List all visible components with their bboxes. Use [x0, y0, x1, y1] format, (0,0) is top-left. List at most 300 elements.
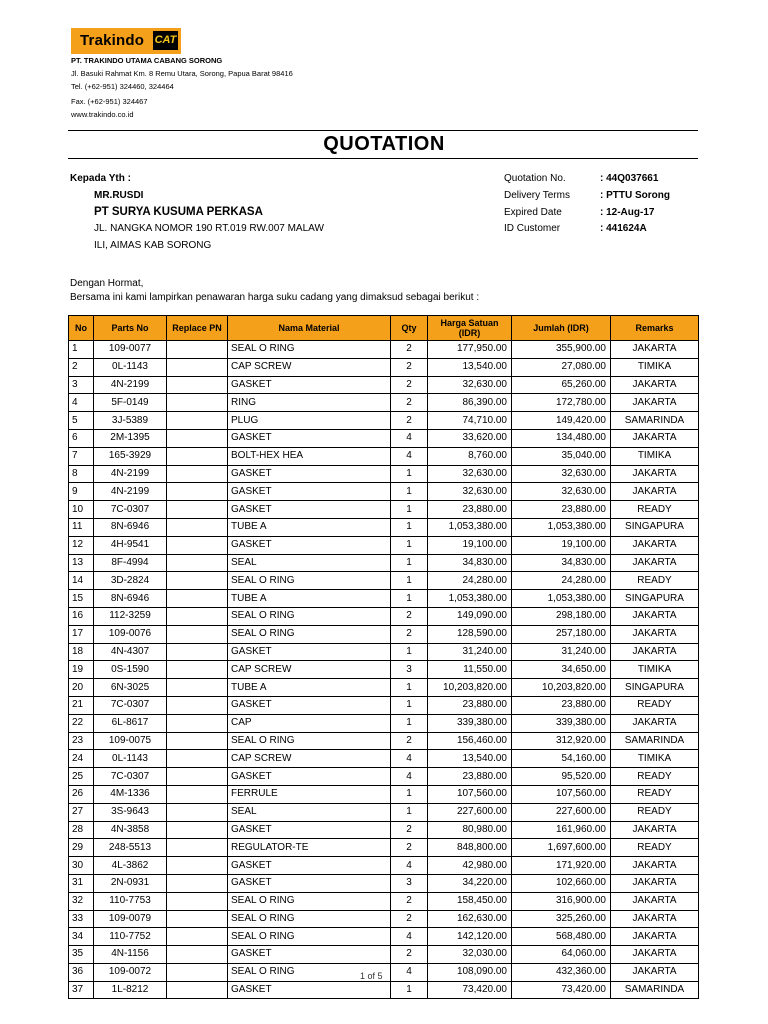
cat-logo-icon: CAT [153, 31, 178, 50]
cell-parts-no: 8F-4994 [94, 554, 167, 572]
cell-remarks: TIMIKA [611, 661, 699, 679]
table-row [69, 341, 699, 359]
cell-remarks: JAKARTA [611, 946, 699, 964]
cell-qty: 1 [391, 483, 428, 501]
cell-no: 28 [69, 821, 94, 839]
cell-parts-no: 248-5513 [94, 839, 167, 857]
header-divider-bottom [68, 158, 698, 159]
table-row [69, 661, 699, 679]
cell-qty: 1 [391, 785, 428, 803]
cell-replace-pn [167, 874, 228, 892]
cell-qty: 1 [391, 696, 428, 714]
cell-no: 26 [69, 785, 94, 803]
cell-material: BOLT-HEX HEA [228, 447, 391, 465]
cell-unit-price: 19,100.00 [428, 536, 512, 554]
table-row [69, 554, 699, 572]
cell-remarks: JAKARTA [611, 892, 699, 910]
cell-remarks: SAMARINDA [611, 981, 699, 999]
cell-remarks: JAKARTA [611, 536, 699, 554]
cell-material: SEAL O RING [228, 892, 391, 910]
table-body [69, 341, 699, 999]
cell-no: 22 [69, 714, 94, 732]
cell-replace-pn [167, 483, 228, 501]
cell-unit-price: 42,980.00 [428, 857, 512, 875]
cell-material: TUBE A [228, 590, 391, 608]
cell-material: TUBE A [228, 518, 391, 536]
cell-remarks: JAKARTA [611, 643, 699, 661]
cell-qty: 2 [391, 839, 428, 857]
cell-replace-pn [167, 714, 228, 732]
meta-value-quotation-no: : 44Q037661 [600, 173, 659, 184]
cell-parts-no: 4H-9541 [94, 536, 167, 554]
cell-material: TUBE A [228, 679, 391, 697]
cell-amount: 35,040.00 [512, 447, 611, 465]
cell-qty: 1 [391, 714, 428, 732]
cell-material: RING [228, 394, 391, 412]
table-row [69, 857, 699, 875]
cell-qty: 2 [391, 732, 428, 750]
cell-parts-no: 112-3259 [94, 607, 167, 625]
table-row [69, 785, 699, 803]
cell-remarks: JAKARTA [611, 429, 699, 447]
meta-label-quotation-no: Quotation No. [504, 173, 566, 184]
cell-remarks: JAKARTA [611, 821, 699, 839]
cell-replace-pn [167, 803, 228, 821]
cell-qty: 4 [391, 429, 428, 447]
cell-unit-price: 8,760.00 [428, 447, 512, 465]
cell-material: GASKET [228, 536, 391, 554]
table-row [69, 963, 699, 981]
cell-parts-no: 109-0077 [94, 341, 167, 359]
cell-replace-pn [167, 696, 228, 714]
cell-unit-price: 107,560.00 [428, 785, 512, 803]
meta-value-expired-date: : 12-Aug-17 [600, 207, 655, 218]
quotation-table [68, 315, 699, 999]
header-harga-satuan: Harga Satuan (IDR) [428, 316, 512, 341]
cell-remarks: TIMIKA [611, 447, 699, 465]
cell-amount: 27,080.00 [512, 358, 611, 376]
meta-label-expired-date: Expired Date [504, 207, 562, 218]
cell-unit-price: 339,380.00 [428, 714, 512, 732]
table-row [69, 447, 699, 465]
cell-unit-price: 24,280.00 [428, 572, 512, 590]
cell-unit-price: 162,630.00 [428, 910, 512, 928]
cell-parts-no: 4M-1336 [94, 785, 167, 803]
intro-text: Bersama ini kami lampirkan penawaran harga suku cadang yang dimaksud sebagai berikut : [70, 292, 480, 303]
cell-remarks: SINGAPURA [611, 518, 699, 536]
cell-no: 37 [69, 981, 94, 999]
cell-amount: 24,280.00 [512, 572, 611, 590]
cell-unit-price: 1,053,380.00 [428, 518, 512, 536]
cell-no: 9 [69, 483, 94, 501]
header-parts-no: Parts No [94, 316, 167, 341]
cell-replace-pn [167, 429, 228, 447]
cell-amount: 10,203,820.00 [512, 679, 611, 697]
cell-parts-no: 109-0076 [94, 625, 167, 643]
cell-parts-no: 4L-3862 [94, 857, 167, 875]
cell-unit-price: 23,880.00 [428, 768, 512, 786]
cell-no: 17 [69, 625, 94, 643]
cell-unit-price: 156,460.00 [428, 732, 512, 750]
cell-amount: 171,920.00 [512, 857, 611, 875]
cell-no: 4 [69, 394, 94, 412]
cell-replace-pn [167, 821, 228, 839]
cell-material: SEAL O RING [228, 341, 391, 359]
cell-qty: 4 [391, 857, 428, 875]
cell-amount: 73,420.00 [512, 981, 611, 999]
cell-amount: 355,900.00 [512, 341, 611, 359]
company-address: Jl. Basuki Rahmat Km. 8 Remu Utara, Sorong, Papua Barat 98416 [71, 69, 293, 78]
cell-qty: 2 [391, 607, 428, 625]
cell-material: GASKET [228, 483, 391, 501]
cell-remarks: JAKARTA [611, 554, 699, 572]
cell-replace-pn [167, 358, 228, 376]
cell-parts-no: 4N-4307 [94, 643, 167, 661]
cell-qty: 2 [391, 412, 428, 430]
cell-unit-price: 31,240.00 [428, 643, 512, 661]
cell-amount: 312,920.00 [512, 732, 611, 750]
table-row [69, 518, 699, 536]
cell-unit-price: 32,630.00 [428, 465, 512, 483]
cell-material: GASKET [228, 946, 391, 964]
cell-remarks: JAKARTA [611, 341, 699, 359]
cell-material: SEAL O RING [228, 732, 391, 750]
table-row [69, 394, 699, 412]
logo-brand: Trakindo [80, 32, 145, 49]
cell-material: SEAL O RING [228, 963, 391, 981]
company-fax: Fax. (+62-951) 324467 [71, 97, 148, 106]
cell-qty: 3 [391, 874, 428, 892]
cell-amount: 1,053,380.00 [512, 518, 611, 536]
recipient-label: Kepada Yth : [70, 173, 131, 184]
cell-replace-pn [167, 768, 228, 786]
cell-material: CAP SCREW [228, 750, 391, 768]
document-title: QUOTATION [323, 133, 445, 155]
cell-remarks: JAKARTA [611, 963, 699, 981]
cell-no: 14 [69, 572, 94, 590]
cell-remarks: SINGAPURA [611, 679, 699, 697]
cell-material: GASKET [228, 501, 391, 519]
cell-unit-price: 32,030.00 [428, 946, 512, 964]
cell-parts-no: 1L-8212 [94, 981, 167, 999]
cell-parts-no: 7C-0307 [94, 768, 167, 786]
cell-amount: 65,260.00 [512, 376, 611, 394]
cell-replace-pn [167, 892, 228, 910]
cell-remarks: JAKARTA [611, 376, 699, 394]
cell-amount: 568,480.00 [512, 928, 611, 946]
cell-amount: 1,697,600.00 [512, 839, 611, 857]
company-name: PT. TRAKINDO UTAMA CABANG SORONG [71, 56, 223, 65]
cell-no: 27 [69, 803, 94, 821]
cell-parts-no: 0L-1143 [94, 750, 167, 768]
recipient-company: PT SURYA KUSUMA PERKASA [94, 206, 263, 218]
cell-no: 12 [69, 536, 94, 554]
cell-material: GASKET [228, 643, 391, 661]
table-row [69, 803, 699, 821]
cell-unit-price: 108,090.00 [428, 963, 512, 981]
cell-qty: 3 [391, 661, 428, 679]
cell-unit-price: 34,830.00 [428, 554, 512, 572]
cell-amount: 23,880.00 [512, 696, 611, 714]
table-row [69, 358, 699, 376]
cell-unit-price: 74,710.00 [428, 412, 512, 430]
cell-parts-no: 0S-1590 [94, 661, 167, 679]
cell-parts-no: 109-0079 [94, 910, 167, 928]
cell-replace-pn [167, 910, 228, 928]
cell-parts-no: 109-0075 [94, 732, 167, 750]
cell-amount: 325,260.00 [512, 910, 611, 928]
cell-remarks: JAKARTA [611, 465, 699, 483]
cell-remarks: JAKARTA [611, 625, 699, 643]
cell-material: CAP SCREW [228, 661, 391, 679]
cell-replace-pn [167, 732, 228, 750]
cell-parts-no: 4N-3858 [94, 821, 167, 839]
cell-amount: 298,180.00 [512, 607, 611, 625]
cell-unit-price: 23,880.00 [428, 501, 512, 519]
cell-replace-pn [167, 963, 228, 981]
cell-amount: 34,650.00 [512, 661, 611, 679]
greeting-text: Dengan Hormat, [70, 278, 144, 289]
cell-no: 31 [69, 874, 94, 892]
cell-amount: 34,830.00 [512, 554, 611, 572]
cell-unit-price: 227,600.00 [428, 803, 512, 821]
table-row [69, 536, 699, 554]
cell-no: 36 [69, 963, 94, 981]
table-row [69, 821, 699, 839]
cell-unit-price: 177,950.00 [428, 341, 512, 359]
cell-replace-pn [167, 928, 228, 946]
cell-qty: 2 [391, 376, 428, 394]
cell-replace-pn [167, 981, 228, 999]
cell-remarks: READY [611, 803, 699, 821]
cell-replace-pn [167, 590, 228, 608]
cell-no: 19 [69, 661, 94, 679]
cell-no: 11 [69, 518, 94, 536]
cell-amount: 1,053,380.00 [512, 590, 611, 608]
recipient-address-line1: JL. NANGKA NOMOR 190 RT.019 RW.007 MALAW [94, 223, 324, 234]
header-nama-material: Nama Material [228, 316, 391, 341]
table-row [69, 768, 699, 786]
cell-no: 3 [69, 376, 94, 394]
cell-no: 15 [69, 590, 94, 608]
company-tel: Tel. (+62-951) 324460, 324464 [71, 82, 174, 91]
cell-replace-pn [167, 447, 228, 465]
header-divider-top [68, 130, 698, 131]
meta-label-delivery-terms: Delivery Terms [504, 190, 570, 201]
cell-no: 20 [69, 679, 94, 697]
cell-replace-pn [167, 607, 228, 625]
cell-replace-pn [167, 857, 228, 875]
company-website[interactable]: www.trakindo.co.id [71, 110, 134, 119]
cell-no: 23 [69, 732, 94, 750]
cell-remarks: JAKARTA [611, 394, 699, 412]
trakindo-cat-logo [71, 28, 181, 54]
cell-remarks: READY [611, 839, 699, 857]
cell-unit-price: 34,220.00 [428, 874, 512, 892]
cell-no: 16 [69, 607, 94, 625]
cell-material: GASKET [228, 768, 391, 786]
cell-no: 7 [69, 447, 94, 465]
cell-parts-no: 4N-1156 [94, 946, 167, 964]
cell-amount: 102,660.00 [512, 874, 611, 892]
cell-qty: 1 [391, 643, 428, 661]
cell-replace-pn [167, 625, 228, 643]
cell-qty: 1 [391, 679, 428, 697]
cell-no: 8 [69, 465, 94, 483]
cell-parts-no: 3J-5389 [94, 412, 167, 430]
cell-qty: 4 [391, 963, 428, 981]
cell-amount: 161,960.00 [512, 821, 611, 839]
cell-unit-price: 1,053,380.00 [428, 590, 512, 608]
cell-parts-no: 8N-6946 [94, 518, 167, 536]
recipient-address-line2: ILI, AIMAS KAB SORONG [94, 240, 212, 251]
cell-qty: 2 [391, 910, 428, 928]
cell-material: GASKET [228, 465, 391, 483]
cell-parts-no: 0L-1143 [94, 358, 167, 376]
cell-material: SEAL O RING [228, 607, 391, 625]
cell-amount: 149,420.00 [512, 412, 611, 430]
cell-parts-no: 110-7752 [94, 928, 167, 946]
table-row [69, 429, 699, 447]
cell-replace-pn [167, 750, 228, 768]
cell-no: 30 [69, 857, 94, 875]
cell-material: CAP [228, 714, 391, 732]
cell-remarks: TIMIKA [611, 358, 699, 376]
recipient-person: MR.RUSDI [94, 190, 144, 201]
cell-material: GASKET [228, 857, 391, 875]
cell-amount: 23,880.00 [512, 501, 611, 519]
cell-qty: 4 [391, 447, 428, 465]
table-row [69, 910, 699, 928]
cell-material: SEAL O RING [228, 572, 391, 590]
table-row [69, 590, 699, 608]
cell-amount: 31,240.00 [512, 643, 611, 661]
cell-no: 10 [69, 501, 94, 519]
table-row [69, 625, 699, 643]
cell-amount: 64,060.00 [512, 946, 611, 964]
cell-amount: 32,630.00 [512, 483, 611, 501]
cell-amount: 339,380.00 [512, 714, 611, 732]
cell-material: SEAL [228, 803, 391, 821]
cell-remarks: JAKARTA [611, 714, 699, 732]
cell-parts-no: 110-7753 [94, 892, 167, 910]
cell-qty: 2 [391, 625, 428, 643]
cell-unit-price: 32,630.00 [428, 376, 512, 394]
cell-unit-price: 32,630.00 [428, 483, 512, 501]
cell-parts-no: 6L-8617 [94, 714, 167, 732]
cell-parts-no: 8N-6946 [94, 590, 167, 608]
cell-qty: 4 [391, 768, 428, 786]
table-row [69, 874, 699, 892]
cell-amount: 227,600.00 [512, 803, 611, 821]
cell-qty: 1 [391, 501, 428, 519]
cell-no: 35 [69, 946, 94, 964]
cell-parts-no: 4N-2199 [94, 376, 167, 394]
cell-unit-price: 33,620.00 [428, 429, 512, 447]
cell-replace-pn [167, 572, 228, 590]
cell-qty: 2 [391, 394, 428, 412]
header-no: No [69, 316, 94, 341]
cell-material: GASKET [228, 429, 391, 447]
cell-amount: 432,360.00 [512, 963, 611, 981]
header-remarks: Remarks [611, 316, 699, 341]
table-row [69, 732, 699, 750]
table-row [69, 679, 699, 697]
cell-parts-no: 4N-2199 [94, 465, 167, 483]
cell-replace-pn [167, 946, 228, 964]
cell-no: 2 [69, 358, 94, 376]
cell-no: 18 [69, 643, 94, 661]
cell-amount: 316,900.00 [512, 892, 611, 910]
cell-unit-price: 23,880.00 [428, 696, 512, 714]
cell-unit-price: 848,800.00 [428, 839, 512, 857]
cell-amount: 172,780.00 [512, 394, 611, 412]
cell-material: SEAL O RING [228, 928, 391, 946]
cell-material: GASKET [228, 376, 391, 394]
cell-remarks: SAMARINDA [611, 732, 699, 750]
cell-remarks: SAMARINDA [611, 412, 699, 430]
meta-value-delivery-terms: : PTTU Sorong [600, 190, 670, 201]
cell-parts-no: 7C-0307 [94, 696, 167, 714]
cell-no: 34 [69, 928, 94, 946]
cell-remarks: JAKARTA [611, 928, 699, 946]
cell-unit-price: 13,540.00 [428, 358, 512, 376]
cell-material: GASKET [228, 696, 391, 714]
cell-qty: 1 [391, 590, 428, 608]
cell-unit-price: 149,090.00 [428, 607, 512, 625]
cell-parts-no: 6N-3025 [94, 679, 167, 697]
cell-qty: 2 [391, 358, 428, 376]
header-jumlah: Jumlah (IDR) [512, 316, 611, 341]
cell-replace-pn [167, 679, 228, 697]
cell-replace-pn [167, 376, 228, 394]
cell-amount: 95,520.00 [512, 768, 611, 786]
cell-parts-no: 4N-2199 [94, 483, 167, 501]
cell-unit-price: 128,590.00 [428, 625, 512, 643]
cell-parts-no: 2M-1395 [94, 429, 167, 447]
table-row [69, 376, 699, 394]
cell-qty: 2 [391, 821, 428, 839]
cell-material: GASKET [228, 821, 391, 839]
table-row [69, 839, 699, 857]
cell-amount: 32,630.00 [512, 465, 611, 483]
cell-material: GASKET [228, 981, 391, 999]
cell-replace-pn [167, 839, 228, 857]
table-row [69, 928, 699, 946]
cell-replace-pn [167, 785, 228, 803]
table-row [69, 696, 699, 714]
cell-no: 1 [69, 341, 94, 359]
meta-label-id-customer: ID Customer [504, 223, 561, 234]
cell-material: REGULATOR-TE [228, 839, 391, 857]
cell-remarks: READY [611, 785, 699, 803]
cell-unit-price: 142,120.00 [428, 928, 512, 946]
cell-amount: 54,160.00 [512, 750, 611, 768]
cell-replace-pn [167, 412, 228, 430]
cell-remarks: READY [611, 768, 699, 786]
cell-unit-price: 11,550.00 [428, 661, 512, 679]
cell-remarks: READY [611, 696, 699, 714]
cell-remarks: JAKARTA [611, 607, 699, 625]
cell-qty: 4 [391, 928, 428, 946]
cell-material: FERRULE [228, 785, 391, 803]
header-qty: Qty [391, 316, 428, 341]
table-row [69, 483, 699, 501]
cell-qty: 4 [391, 750, 428, 768]
table-row [69, 501, 699, 519]
cell-parts-no: 165-3929 [94, 447, 167, 465]
cell-qty: 2 [391, 892, 428, 910]
